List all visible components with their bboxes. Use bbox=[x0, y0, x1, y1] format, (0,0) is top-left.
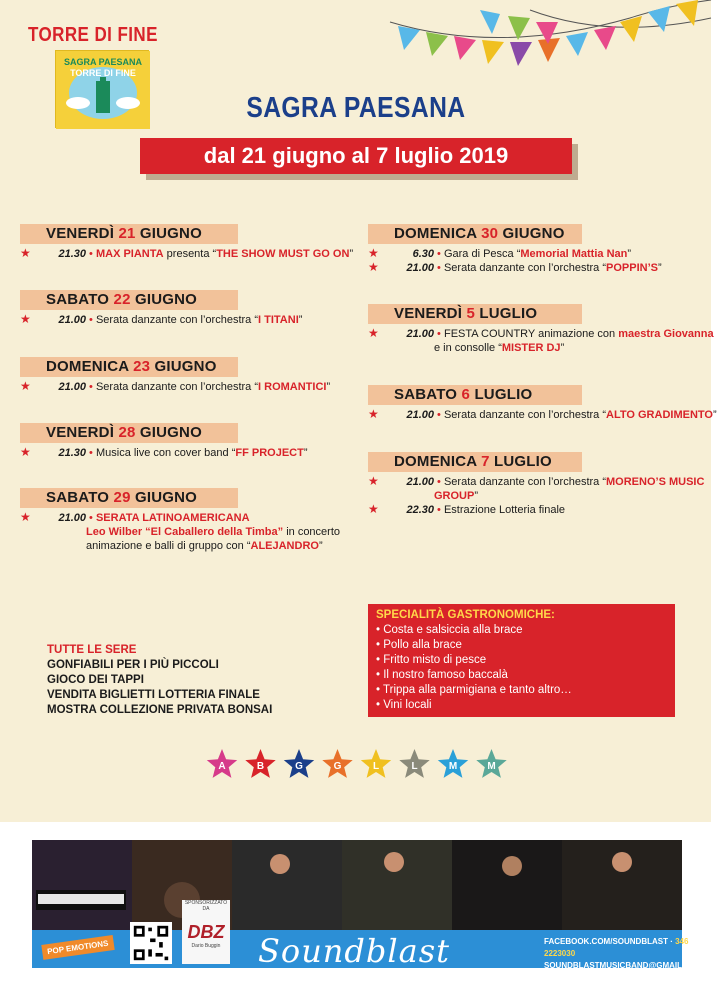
event-text: Serata danzante con l’orchestra “ bbox=[95, 314, 259, 326]
email-link[interactable]: SOUNDBLASTMUSICBAND@GMAIL.COM bbox=[544, 961, 703, 970]
event-time: 21.00 bbox=[406, 409, 434, 421]
event-day-number: 29 bbox=[113, 489, 131, 506]
event-block bbox=[20, 357, 330, 394]
star-bullet-icon: ★ bbox=[368, 407, 379, 421]
dot-separator: • bbox=[86, 447, 96, 459]
event-day-number: 28 bbox=[118, 424, 136, 441]
specialita-title: SPECIALITÀ GASTRONOMICHE: bbox=[376, 609, 555, 621]
tutte-item: GONFIABILI PER I PIÙ PICCOLI bbox=[47, 659, 219, 671]
tutte-item: GIOCO DEI TAPPI bbox=[47, 674, 144, 686]
event-time: 21.00 bbox=[58, 381, 86, 393]
event-text: ” bbox=[560, 342, 565, 354]
star-bullet-icon: ★ bbox=[20, 379, 31, 393]
tutte-le-sere-title: TUTTE LE SERE bbox=[47, 644, 137, 656]
event-text: MAX PIANTA bbox=[95, 248, 164, 260]
event-text: ” bbox=[303, 447, 308, 459]
soundblast-footer bbox=[32, 840, 703, 970]
event-text: presenta “ bbox=[163, 248, 217, 260]
event-line bbox=[20, 539, 340, 553]
event-text: POPPIN’S bbox=[606, 262, 658, 274]
event-text: Estrazione Lotteria finale bbox=[443, 504, 566, 516]
event-month: GIUGNO bbox=[135, 225, 202, 242]
event-line bbox=[368, 327, 714, 341]
sponsor-mark: DBZ bbox=[187, 922, 225, 942]
event-day-number: 21 bbox=[118, 225, 136, 242]
dot-separator: • bbox=[434, 476, 444, 488]
event-day-number: 5 bbox=[466, 305, 475, 322]
event-month: GIUGNO bbox=[135, 424, 202, 441]
bunting-decoration bbox=[380, 0, 711, 90]
event-text: GROUP bbox=[434, 490, 475, 502]
event-day-number: 6 bbox=[461, 386, 471, 403]
event-day: SABATO bbox=[46, 291, 114, 308]
sponsor-star bbox=[245, 749, 275, 778]
logo-text-bottom: TORRE DI FINE bbox=[70, 68, 136, 78]
specialita-item: • Vini locali bbox=[376, 699, 432, 711]
event-month: GIUGNO bbox=[498, 225, 565, 242]
star-bullet-icon: ★ bbox=[368, 502, 379, 516]
event-line bbox=[20, 380, 330, 394]
dot-separator: • bbox=[86, 381, 96, 393]
event-month: LUGLIO bbox=[470, 386, 533, 403]
dot-separator: • bbox=[434, 262, 444, 274]
sponsor-star bbox=[207, 749, 237, 778]
event-day: VENERDÌ bbox=[46, 225, 119, 242]
event-text: ” bbox=[349, 248, 354, 260]
event-text: ” bbox=[326, 381, 331, 393]
event-day: SABATO bbox=[394, 386, 462, 403]
star-bullet-icon: ★ bbox=[368, 260, 379, 274]
event-block bbox=[20, 224, 353, 261]
event-text: MORENO’S MUSIC bbox=[606, 476, 705, 488]
event-line bbox=[20, 247, 353, 261]
event-text: e in consolle “ bbox=[434, 342, 502, 354]
event-block bbox=[368, 304, 714, 355]
tutte-item: VENDITA BIGLIETTI LOTTERIA FINALE bbox=[47, 689, 260, 701]
event-block bbox=[368, 385, 717, 422]
event-text: Serata danzante con l’orchestra “ bbox=[443, 262, 607, 274]
specialita-box bbox=[368, 604, 675, 717]
event-text: ” bbox=[298, 314, 303, 326]
event-line bbox=[368, 261, 662, 275]
event-block bbox=[20, 290, 302, 327]
sponsor-star-letter: L bbox=[372, 761, 380, 772]
event-text: ” bbox=[318, 540, 323, 552]
star-bullet-icon: ★ bbox=[20, 445, 31, 459]
pop-emotions-tag: POP EMOTIONS bbox=[41, 935, 114, 960]
sponsor-star-letter: G bbox=[295, 761, 303, 772]
event-block bbox=[20, 423, 308, 460]
event-time: 21.30 bbox=[58, 248, 86, 260]
dot-separator: • bbox=[434, 409, 444, 421]
sponsor-star bbox=[438, 749, 468, 778]
event-time: 21.30 bbox=[58, 447, 86, 459]
sponsor-star-letter: M bbox=[448, 761, 458, 772]
org-title: TORRE DI FINE bbox=[28, 24, 158, 46]
event-text: Musica live con cover band “ bbox=[95, 447, 236, 459]
event-text: FESTA COUNTRY animazione con bbox=[443, 328, 619, 340]
event-text: Serata danzante con l’orchestra “ bbox=[443, 409, 607, 421]
sponsor-star-letter: M bbox=[487, 761, 496, 772]
star-bullet-icon: ★ bbox=[368, 474, 379, 488]
event-text: ALTO GRADIMENTO bbox=[606, 409, 713, 421]
event-text: ” bbox=[657, 262, 662, 274]
sponsor-star-letter: B bbox=[256, 761, 265, 772]
dot-separator: • bbox=[86, 314, 96, 326]
event-day: VENERDÌ bbox=[394, 305, 467, 322]
event-time: 22.30 bbox=[406, 504, 434, 516]
event-day-number: 7 bbox=[481, 453, 490, 470]
event-day-number: 30 bbox=[481, 225, 499, 242]
sponsor-star bbox=[361, 749, 391, 778]
event-line bbox=[20, 313, 302, 327]
event-block bbox=[20, 488, 340, 553]
event-block bbox=[368, 224, 662, 275]
dot-separator: • bbox=[86, 248, 96, 260]
phone-number: 346 2223030 bbox=[544, 937, 689, 958]
sponsor-star-letter: L bbox=[411, 761, 418, 772]
event-block bbox=[368, 452, 704, 517]
event-day-header bbox=[368, 304, 582, 324]
event-day: DOMENICA bbox=[394, 225, 482, 242]
event-line bbox=[20, 525, 340, 539]
event-text: ” bbox=[712, 409, 717, 421]
event-text: I ROMANTICI bbox=[258, 381, 327, 393]
dot-separator: • bbox=[434, 504, 444, 516]
facebook-link[interactable]: FACEBOOK.COM/SOUNDBLAST bbox=[544, 937, 668, 946]
event-day-header bbox=[20, 357, 238, 377]
specialita-item: • Costa e salsiccia alla brace bbox=[376, 624, 523, 636]
event-text: Serata danzante con l’orchestra “ bbox=[95, 381, 259, 393]
dot-separator: • bbox=[86, 512, 96, 524]
specialita-item: • Pollo alla brace bbox=[376, 639, 462, 651]
sponsor-star-letter: A bbox=[218, 761, 226, 772]
event-day: DOMENICA bbox=[46, 358, 134, 375]
band-photos bbox=[32, 840, 682, 932]
event-text: in concerto bbox=[283, 526, 341, 538]
specialita-item: • Il nostro famoso baccalà bbox=[376, 669, 508, 681]
event-line bbox=[368, 503, 704, 517]
sponsor-small-text: SPONSORIZZATO DA bbox=[184, 900, 228, 912]
event-day-number: 23 bbox=[133, 358, 151, 375]
event-text: MISTER DJ bbox=[501, 342, 561, 354]
event-text: maestra Giovanna bbox=[618, 328, 714, 340]
event-line bbox=[20, 511, 340, 525]
main-title-text: SAGRA PAESANA bbox=[245, 92, 466, 124]
event-line bbox=[368, 247, 662, 261]
qr-code bbox=[130, 922, 172, 964]
event-day-header bbox=[368, 452, 582, 472]
event-day: VENERDÌ bbox=[46, 424, 119, 441]
specialita-list bbox=[376, 623, 667, 713]
tutte-le-sere-box bbox=[47, 643, 272, 718]
event-day-header bbox=[20, 488, 238, 508]
event-day: SABATO bbox=[46, 489, 114, 506]
event-text: ” bbox=[627, 248, 632, 260]
event-line bbox=[20, 446, 308, 460]
event-text: Leo Wilber “El Caballero della Timba” bbox=[86, 526, 284, 538]
main-title bbox=[0, 92, 711, 125]
specialita-item: • Fritto misto di pesce bbox=[376, 654, 487, 666]
event-line bbox=[368, 341, 714, 355]
event-text: Gara di Pesca “ bbox=[443, 248, 521, 260]
event-time: 21.00 bbox=[406, 328, 434, 340]
dot-separator: • bbox=[434, 248, 444, 260]
contacts-line: FACEBOOK.COM/SOUNDBLAST · 346 2223030 bbox=[544, 937, 689, 958]
tutte-item: MOSTRA COLLEZIONE PRIVATA BONSAI bbox=[47, 704, 273, 716]
event-text: ALEJANDRO bbox=[250, 540, 319, 552]
logo-text-top: SAGRA PAESANA bbox=[63, 57, 143, 67]
event-text: animazione e balli di gruppo con “ bbox=[86, 540, 251, 552]
event-text: SERATA LATINOAMERICANA bbox=[95, 512, 250, 524]
event-day-header bbox=[20, 423, 238, 443]
event-line bbox=[368, 408, 717, 422]
sponsor-star bbox=[284, 749, 314, 778]
brand-name: Soundblast bbox=[258, 932, 450, 970]
event-day-number: 22 bbox=[113, 291, 131, 308]
event-text: Serata danzante con l’orchestra “ bbox=[443, 476, 607, 488]
star-bullet-icon: ★ bbox=[368, 326, 379, 340]
event-text: I TITANI bbox=[258, 314, 299, 326]
date-banner: dal 21 giugno al 7 luglio 2019 bbox=[140, 138, 572, 174]
event-day-header bbox=[368, 224, 582, 244]
sponsor-name: Dario Buggin bbox=[191, 943, 221, 949]
event-month: LUGLIO bbox=[489, 453, 552, 470]
event-month: GIUGNO bbox=[130, 489, 198, 506]
event-line bbox=[368, 475, 704, 489]
event-day-header bbox=[20, 224, 238, 244]
event-month: GIUGNO bbox=[130, 291, 198, 308]
event-month: GIUGNO bbox=[150, 358, 217, 375]
dot-separator: • bbox=[434, 328, 444, 340]
star-bullet-icon: ★ bbox=[20, 510, 31, 524]
event-time: 21.00 bbox=[58, 314, 86, 326]
sponsor-star-letter: G bbox=[333, 761, 342, 772]
sponsor-star bbox=[322, 749, 352, 778]
event-month: LUGLIO bbox=[475, 305, 538, 322]
star-bullet-icon: ★ bbox=[368, 246, 379, 260]
specialita-item: • Trippa alla parmigiana e tanto altro… bbox=[376, 684, 572, 696]
sponsor-star bbox=[399, 749, 429, 778]
event-time: 21.00 bbox=[406, 262, 434, 274]
event-text: FF PROJECT bbox=[235, 447, 304, 459]
event-time: 6.30 bbox=[412, 248, 434, 260]
star-bullet-icon: ★ bbox=[20, 246, 31, 260]
event-text: Memorial Mattia Nan bbox=[520, 248, 628, 260]
event-day: DOMENICA bbox=[394, 453, 482, 470]
event-day-header bbox=[20, 290, 238, 310]
event-time: 21.00 bbox=[406, 476, 434, 488]
sponsor-stars-row bbox=[205, 748, 515, 782]
event-day-header bbox=[368, 385, 582, 405]
event-line bbox=[368, 489, 704, 503]
contacts bbox=[544, 936, 703, 972]
sponsor-logo bbox=[182, 900, 230, 964]
star-bullet-icon: ★ bbox=[20, 312, 31, 326]
event-text: ” bbox=[474, 490, 479, 502]
event-text: THE SHOW MUST GO ON bbox=[216, 248, 350, 260]
event-time: 21.00 bbox=[58, 512, 86, 524]
sponsor-star bbox=[476, 749, 506, 778]
